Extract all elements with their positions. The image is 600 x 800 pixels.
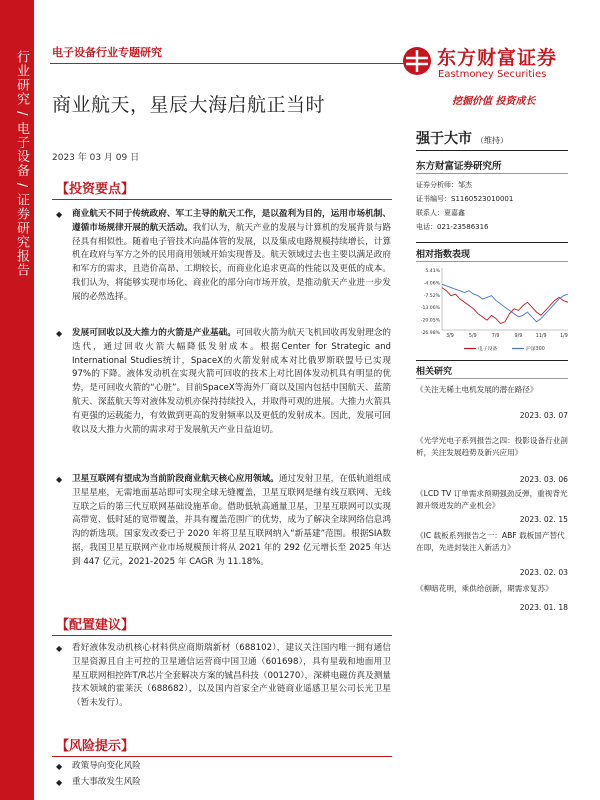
institute-name: 东方财富证券研究所 (416, 161, 502, 172)
chart-legend-label: 电子设备 (478, 347, 498, 352)
report-category: 电子设备行业专题研究 (52, 46, 162, 59)
related-report-date: 2023. 03. 07 (519, 411, 568, 420)
diamond-bullet-icon: ◆ (56, 778, 63, 787)
suggest-paragraph (58, 642, 391, 711)
highlight-1-lead: 商业航天不同于传统政府、军工主导的航天工作，是以盈利为目的，运用市场机制、遵循市场规律开展的航天活动。 (72, 209, 391, 233)
chart-xtick-label: 7/9 (491, 334, 500, 339)
chart-series-line (442, 284, 568, 322)
right-divider-1 (416, 150, 568, 151)
related-report-title[interactable]: 《IC 载板系列报告之一：ABF 载板国产替代在即，先进封装注入新活力》 (416, 531, 565, 552)
right-divider-4 (416, 261, 568, 262)
risk-item-2-text: 重大事故发生风险 (72, 777, 141, 787)
highlight-paragraph-1 (58, 208, 391, 305)
chart-series-line (442, 288, 568, 324)
related-report-date: 2023. 02. 03 (519, 568, 568, 577)
chart-xtick-label: 5/9 (468, 334, 477, 339)
eastmoney-logo-icon (400, 46, 434, 76)
related-report-title[interactable]: 《光学光电子系列报告之四：投影设备行业剖析，关注发展趋势及新兴应用》 (416, 436, 568, 457)
analyst-name: 证券分析师：邹杰 (416, 181, 472, 189)
diamond-bullet-icon: ◆ (56, 762, 63, 771)
analyst-cert: 证书编号：S1160523010001 (416, 195, 514, 203)
chart-ytick-label: -13.06% (420, 306, 440, 312)
chart-ytick-label: -4.06% (423, 281, 440, 287)
highlight-2-lead: 发展可回收以及大推力的火箭是产业基础。 (72, 328, 236, 338)
diamond-bullet-icon: ◆ (56, 644, 63, 653)
related-report-title[interactable]: 《LCD TV 订单需求预期强劲反弹，重视背光源升级进发的产业机会》 (416, 489, 568, 510)
industry-rating (416, 128, 508, 148)
section-suggest (52, 614, 392, 636)
sidebar-label: 行业研究 / 电子设备 / 证券研究报告 (14, 50, 29, 278)
brand-slogan: 挖掘价值 投资成长 (452, 96, 536, 107)
related-report-date: 2023. 01. 18 (519, 603, 568, 612)
right-divider-3 (416, 242, 568, 243)
header-divider (50, 63, 410, 64)
right-divider-5 (416, 360, 568, 361)
section-highlights (52, 178, 392, 200)
report-date: 2023 年 03 月 09 日 (52, 153, 140, 163)
related-report-date: 2023. 02. 15 (519, 515, 568, 524)
highlight-paragraph-2 (58, 327, 391, 437)
section-risk-heading: 【风险提示】 (56, 739, 135, 754)
contact-phone: 电话：021-23586316 (416, 223, 489, 231)
rating-value: 强于大市 (416, 131, 472, 147)
highlight-2-text: 可回收火箭为航天飞机回收再发射理念的迭代，通过回收火箭大幅降低发射成本。根据Center for Strategic and International Studies统计，SpaceX的火箭发射成本对比俄罗斯联盟号已实现97%的下降。液体发动机在实现火箭可回收的技术上对比固体发动机具有明显的优势，是可回收火箭的“心脏”。目前SpaceX等海外厂商以及国内包括中国航天、蓝箭航天、深蓝航天等对液体发动机亦保持持续投入，并取得可观的进展。大推力火箭具有更强的运载能力，有效做到更高的发射频率以及更低的发射成本。因此，发展可回收以及大推力火箭的需求对于发展航天产业日益迫切。 (72, 328, 391, 435)
brand-logo (400, 42, 570, 90)
related-report-date: 2023. 03. 06 (519, 475, 568, 484)
section-risk (52, 735, 392, 757)
related-report-title[interactable]: 《柳暗花明，乘供给创新，期需求复苏》 (416, 584, 553, 593)
right-divider-6 (416, 378, 568, 379)
highlight-paragraph-3 (58, 473, 391, 570)
diamond-bullet-icon: ◆ (56, 329, 63, 338)
chart-ytick-label: -26.98% (420, 331, 440, 336)
chart-xtick-label: 3/9 (446, 334, 454, 339)
related-title: 相关研究 (416, 367, 453, 377)
risk-item-1-text: 政策导向变化风险 (72, 761, 141, 771)
section-highlights-heading: 【投资要点】 (56, 182, 135, 197)
chart-xtick-label: 1/9 (560, 334, 568, 339)
brand-english: Eastmoney Securities (438, 69, 547, 80)
related-report-title[interactable]: 《关注无稀土电机发展的潜在路径》 (416, 385, 538, 394)
brand-name: 东方财富证券 (437, 47, 558, 69)
highlight-3-lead: 卫星互联网有望成为当前阶段商业航天核心应用领域。 (72, 474, 279, 484)
chart-ytick-label: -7.52% (423, 293, 440, 299)
highlight-3-text: 通过发射卫星，在低轨道组成卫星星座，无需地面基站即可实现全球无缝覆盖，卫星互联网是继有线互联网、无线互联之后的第三代互联网基础设施革命。借助低轨高通量卫星，卫星互联网可以实现高带宽、低时延的宽带覆盖，并具有覆盖范围广的优势，成为了解决全球网络信息鸿沟的新选项。国家发改委已于 2020 年将卫星互联网纳入“新基建”范围。根据SIA数据，我国卫星互联网产业市场规模预计将从 2021 年的 292 亿元增长至 2025 年达到 447 亿元，2021-2025 年 CAGR 为 11.18%。 (72, 474, 391, 567)
report-title: 商业航天，星辰大海启航正当时 (52, 94, 326, 116)
highlight-1-text: 我们认为，航天产业的发展与计算机的发展背景与路径具有相似性。随着电子管技术向晶体管的发展，以及集成电路规模持续增长，计算机在政府与军方之外的民用商用领域开始实现普及。航天领域过去也主要以满足政府和军方的需求，且造价高昂、工期较长，而商业化追求更高的性能以及更低的成本。我们认为，将能够实现市场化、商业化的部分向市场开放，是推动航天产业进一步发展的必然选择。 (72, 222, 391, 302)
rating-note: （维持） (476, 136, 508, 145)
chart-legend-label: 沪深300 (526, 347, 545, 352)
diamond-bullet-icon: ◆ (56, 210, 63, 219)
relative-index-chart (416, 264, 572, 356)
chart-ytick-label: 5.41% (425, 269, 440, 274)
suggest-text: 看好液体发动机核心材料供应商斯瑞新材（688102），建议关注国内唯一拥有通信卫星资源且自主可控的卫星通信运营商中国卫通（601698），具有星载和地面用卫星互联网相控阵T/R芯片全套解决方案的铖昌科技（001270），深耕电磁仿真及测量技术领域的霍莱沃（688682），以及国内首家全产业链商业遥感卫星公司长光卫星（暂未发行）。 (72, 643, 391, 709)
chart-xtick-label: 11/9 (535, 334, 547, 339)
section-suggest-heading: 【配置建议】 (56, 618, 135, 633)
chart-ytick-label: -20.05% (420, 318, 440, 324)
diamond-bullet-icon: ◆ (56, 475, 63, 484)
risk-item-2 (58, 776, 391, 790)
right-divider-2 (416, 173, 568, 174)
chart-title: 相对指数表现 (416, 250, 471, 260)
contact-name: 联系人：夏嘉鑫 (416, 209, 465, 217)
chart-xtick-label: 9/9 (514, 334, 523, 339)
sidebar-band (0, 0, 34, 800)
risk-item-1 (58, 760, 391, 774)
